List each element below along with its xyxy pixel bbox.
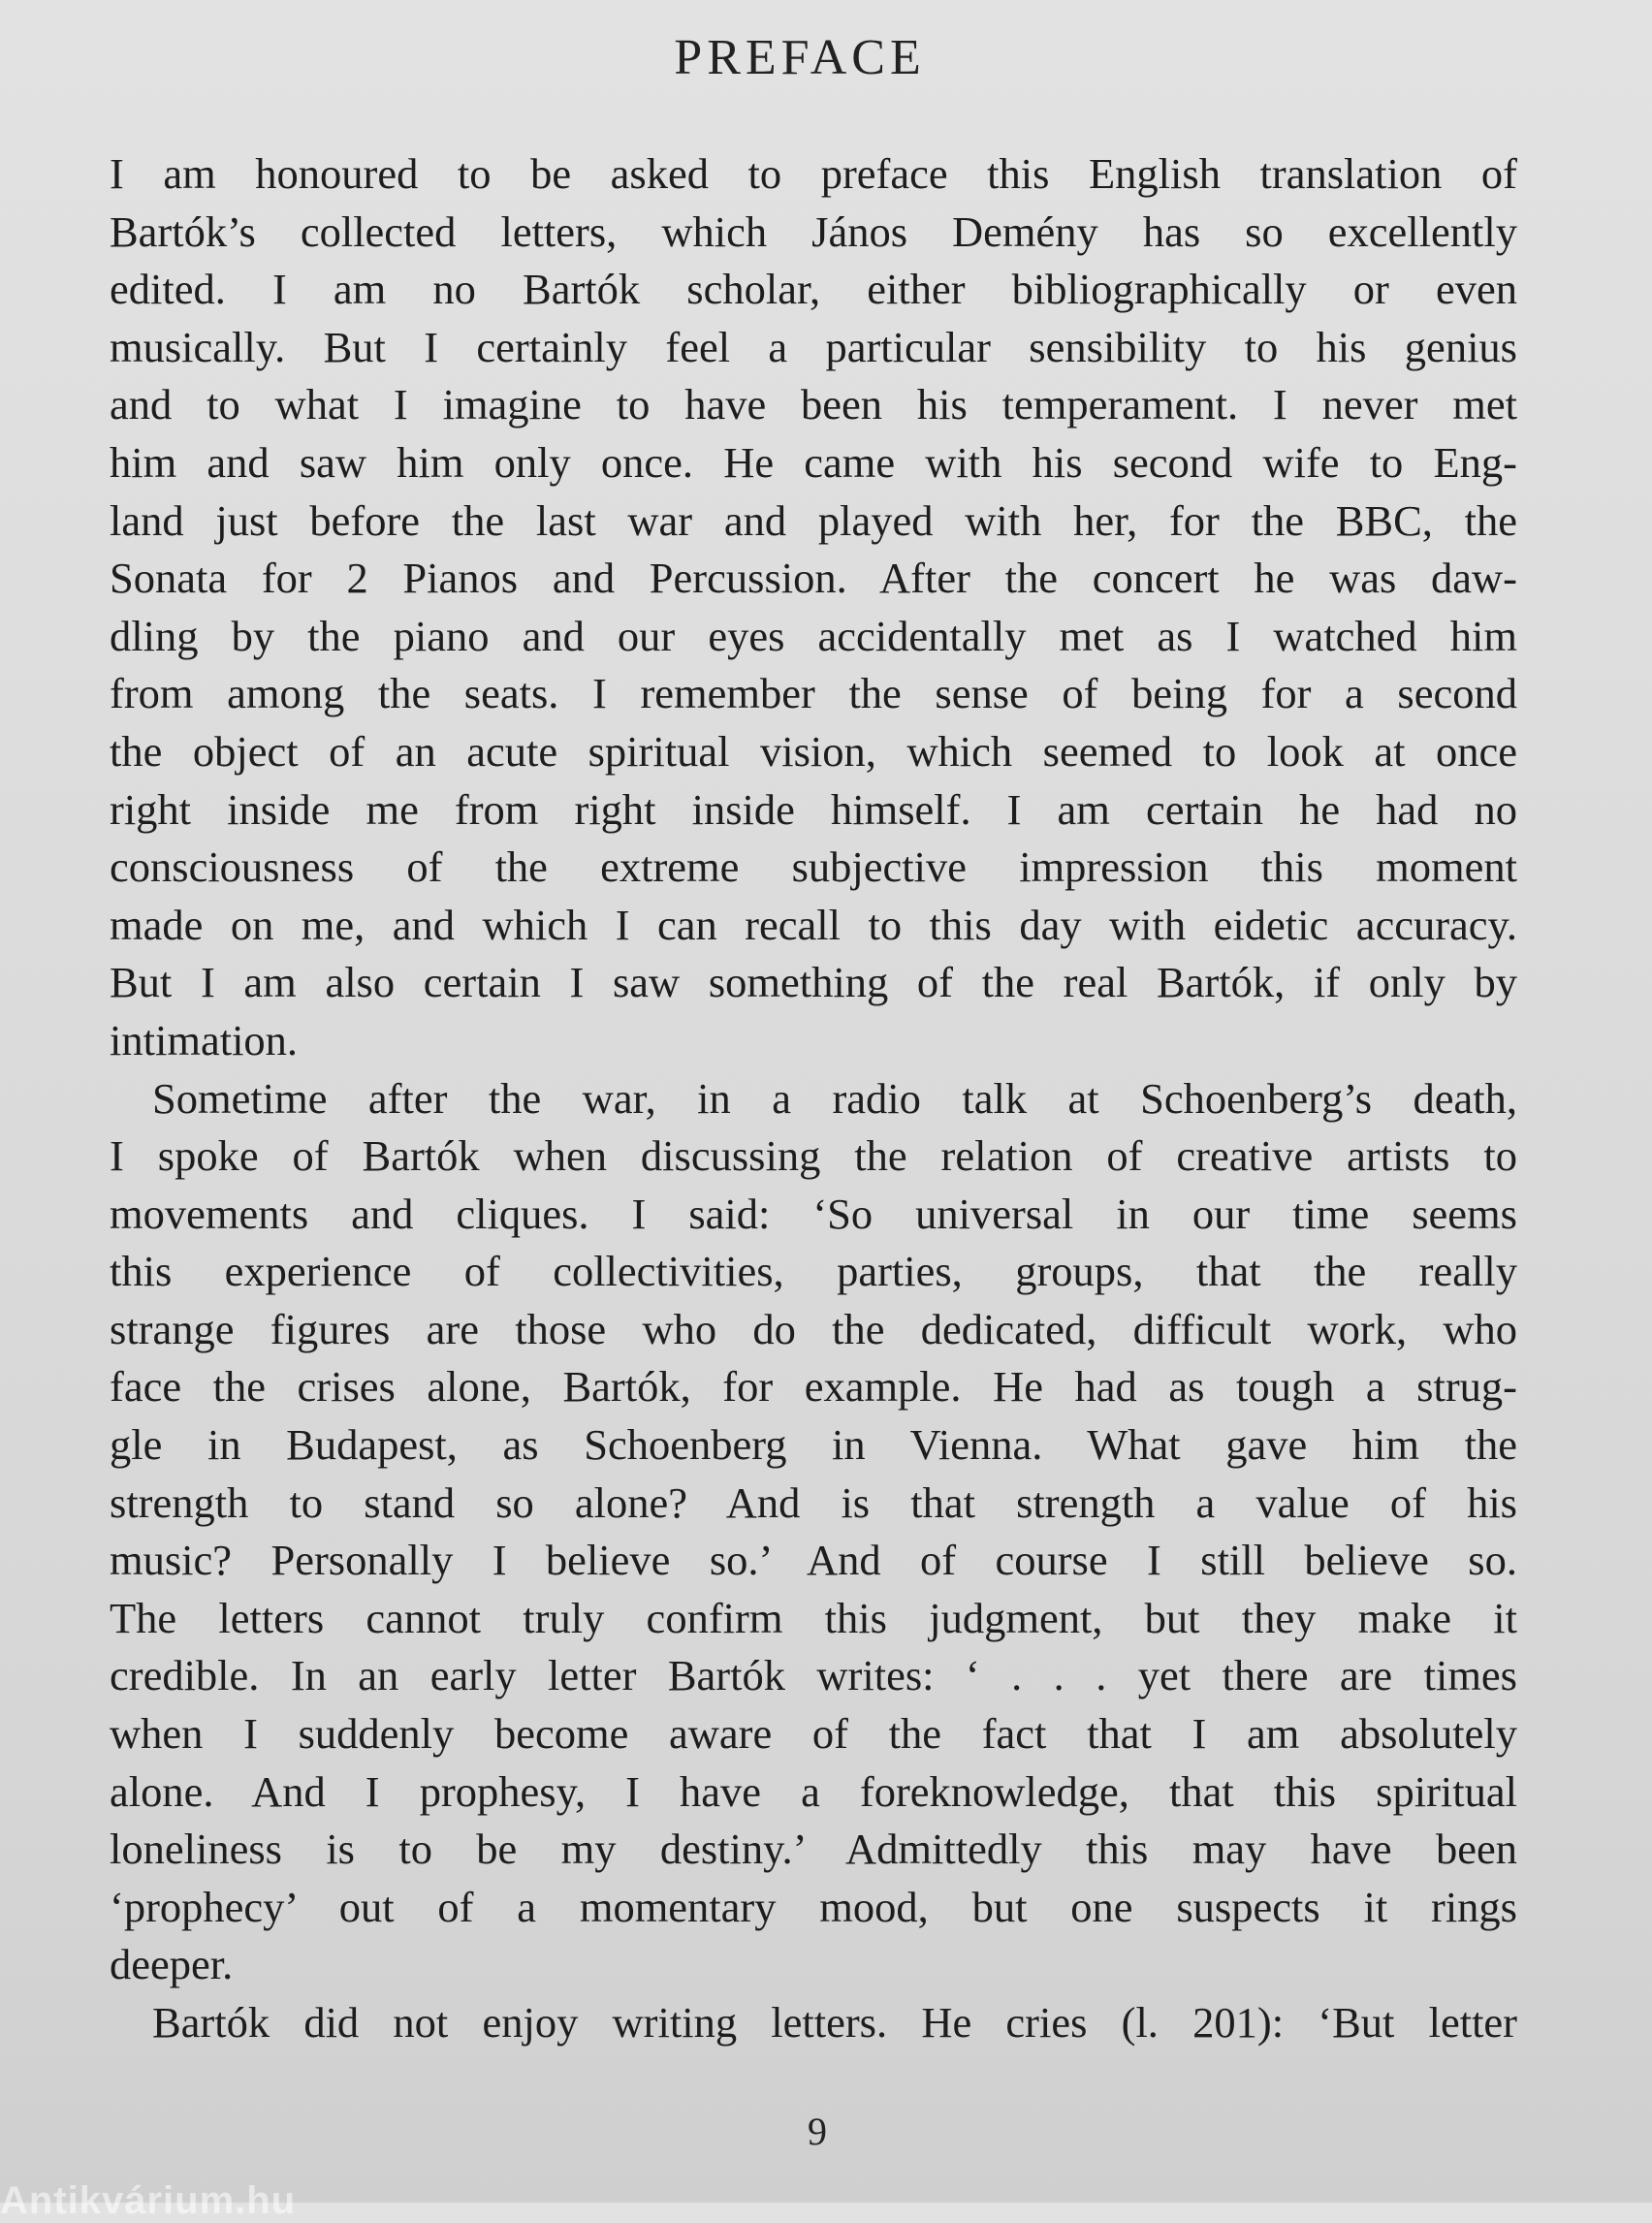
text-line: But I am also certain I saw something of the real Bartók, if only by bbox=[110, 958, 1517, 1007]
paragraph-3 bbox=[110, 1994, 1517, 2052]
text-line: right inside me from right inside himself. I am certain he had no bbox=[110, 784, 1517, 834]
text-line: land just before the last war and played with her, for the BBC, the bbox=[110, 495, 1517, 545]
text-line: intimation. bbox=[110, 1015, 299, 1064]
text-line: made on me, and which I can recall to this day with eidetic accuracy. bbox=[110, 900, 1517, 949]
page-title: PREFACE bbox=[674, 30, 926, 85]
text-line: Bartók did not enjoy writing letters. He cries (l. 201): ‘But letter bbox=[152, 1998, 1517, 2047]
text-line: the object of an acute spiritual vision, which seemed to look at once bbox=[110, 726, 1517, 776]
text-line: him and saw him only once. He came with his second wife to Eng- bbox=[110, 437, 1517, 487]
text-line: from among the seats. I remember the sense of being for a second bbox=[110, 669, 1517, 718]
text-line: consciousness of the extreme subjective impression this moment bbox=[110, 842, 1517, 892]
text-line: Sonata for 2 Pianos and Percussion. After the concert he was daw- bbox=[110, 554, 1517, 603]
text-line: I spoke of Bartók when discussing the relation of creative artists to bbox=[110, 1131, 1517, 1181]
watermark: Antikvárium.hu bbox=[0, 2179, 297, 2222]
text-line: gle in Budapest, as Schoenberg in Vienna. What gave him the bbox=[110, 1420, 1517, 1470]
text-line: Bartók’s collected letters, which János Demény has so excellently bbox=[110, 206, 1517, 256]
text-line: ‘prophecy’ out of a momentary mood, but one suspects it rings bbox=[110, 1882, 1517, 1931]
text-line: alone. And I prophesy, I have a foreknowledge, that this spiritual bbox=[110, 1766, 1517, 1816]
text-line: strange figures are those who do the dedicated, difficult work, who bbox=[110, 1304, 1517, 1353]
text-line: music? Personally I believe so.’ And of course I still believe so. bbox=[110, 1536, 1517, 1585]
text-line: dling by the piano and our eyes accidentally met as I watched him bbox=[110, 611, 1517, 660]
text-line: Sometime after the war, in a radio talk at Schoenberg’s death, bbox=[152, 1073, 1517, 1123]
paragraph-2 bbox=[110, 1070, 1517, 1995]
text-line: and to what I imagine to have been his temperament. I never met bbox=[110, 380, 1517, 429]
body-text bbox=[110, 145, 1517, 2052]
text-line: deeper. bbox=[110, 1940, 234, 1989]
text-line: edited. I am no Bartók scholar, either bibliographically or even bbox=[110, 265, 1517, 314]
text-line: loneliness is to be my destiny.’ Admittedly this may have been bbox=[110, 1825, 1517, 1874]
page-number: 9 bbox=[808, 2110, 827, 2153]
text-line: when I suddenly become aware of the fact that I am absolutely bbox=[110, 1709, 1517, 1759]
text-line: face the crises alone, Bartók, for example. He had as tough a strug- bbox=[110, 1362, 1517, 1412]
text-line: credible. In an early letter Bartók writes: ‘ . . . yet there are times bbox=[110, 1651, 1517, 1700]
text-line: strength to stand so alone? And is that strength a value of his bbox=[110, 1477, 1517, 1527]
text-line: I am honoured to be asked to preface this English translation of bbox=[110, 149, 1517, 198]
text-line: The letters cannot truly confirm this judgment, but they make it bbox=[110, 1593, 1517, 1642]
paragraph-1 bbox=[110, 145, 1517, 1070]
text-line: movements and cliques. I said: ‘So universal in our time seems bbox=[110, 1189, 1517, 1238]
text-line: musically. But I certainly feel a particular sensibility to his genius bbox=[110, 322, 1517, 371]
text-line: this experience of collectivities, parties, groups, that the really bbox=[110, 1247, 1517, 1296]
